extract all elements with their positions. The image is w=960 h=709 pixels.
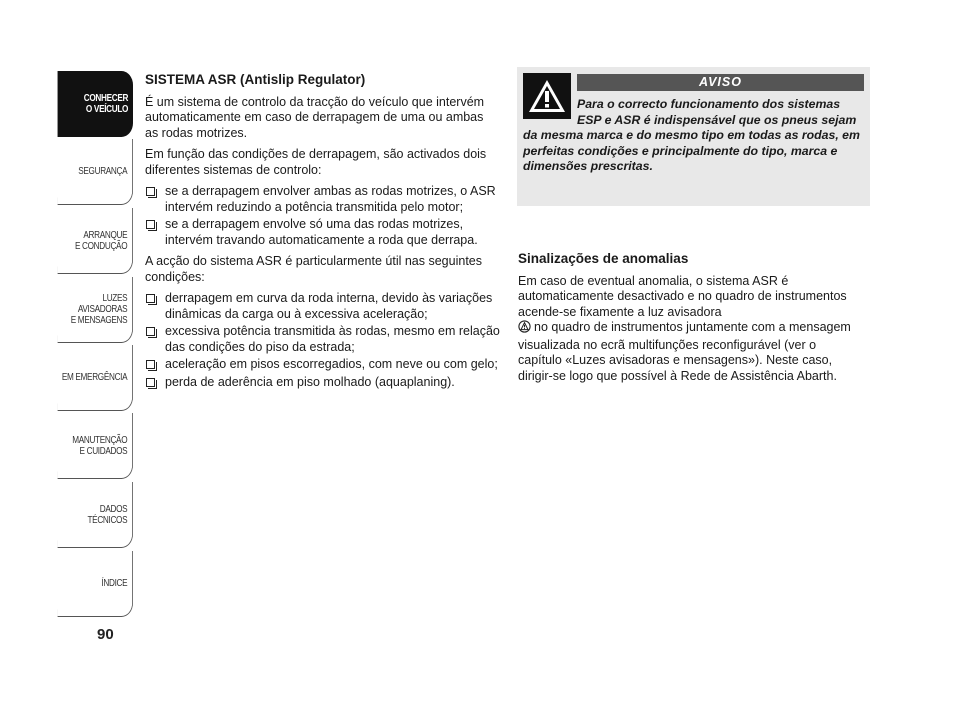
tab-arranque-e-conducao[interactable]: ARRANQUE E CONDUÇÃO	[58, 208, 133, 274]
section-heading: Sinalizações de anomalias	[518, 251, 689, 266]
chapter-tabs	[41, 71, 133, 619]
checkbox-bullet-icon	[146, 220, 155, 229]
warning-title: AVISO	[577, 74, 864, 91]
page-number: 90	[97, 626, 114, 643]
tab-dados-tecnicos[interactable]: DADOS TÉCNICOS	[58, 482, 133, 548]
tab-luzes-avisadoras[interactable]: LUZES AVISADORAS E MENSAGENS	[58, 277, 133, 343]
list-item: excessiva potência transmitida às rodas, mesmo em relação das condições do piso da estrada;	[145, 324, 500, 355]
left-column	[145, 72, 500, 396]
warning-box	[517, 67, 870, 206]
list-item: aceleração em pisos escorregadios, com neve ou com gelo;	[145, 357, 500, 373]
paragraph: A acção do sistema ASR é particularmente útil nas seguintes condições:	[145, 254, 482, 284]
list-item: perda de aderência em piso molhado (aquaplaning).	[145, 375, 500, 391]
tab-em-emergencia[interactable]: EM EMERGÊNCIA	[58, 345, 133, 411]
checkbox-bullet-icon	[146, 327, 155, 336]
checkbox-bullet-icon	[146, 294, 155, 303]
tab-conhecer-o-veiculo[interactable]: CONHECER O VEÍCULO	[58, 71, 133, 137]
checkbox-bullet-icon	[146, 378, 155, 387]
tab-manutencao-e-cuidados[interactable]: MANUTENÇÃO E CUIDADOS	[58, 413, 133, 479]
tab-indice[interactable]: ÍNDICE	[58, 551, 133, 617]
paragraph: Em caso de eventual anomalia, o sistema ASR é automaticamente desactivado e no quadro de instrumentos acende-se fixamente a luz avisadora no quadro de instrumentos juntamente com a mensagem visualizada no ecrã multifunções reconfigurável (ver o capítulo «Luzes avisadoras e mensagens»). Neste caso, dirigir-se logo que possível à Rede de Assistência Abarth.	[518, 273, 851, 383]
paragraph: Em função das condições de derrapagem, são activados dois diferentes sistemas de controlo:	[145, 147, 487, 177]
section-heading: SISTEMA ASR (Antislip Regulator)	[145, 72, 366, 87]
right-column	[518, 251, 863, 390]
checkbox-bullet-icon	[146, 187, 155, 196]
list-item: se a derrapagem envolve só uma das rodas motrizes, intervém travando automaticamente a roda que derrapa.	[145, 217, 500, 248]
asr-warning-light-icon	[518, 320, 531, 338]
warning-text: Para o correcto funcionamento dos sistemas ESP e ASR é indispensável que os pneus sejam da mesma marca e do mesmo tipo em todas as rodas, em perfeitas condições e principalmente do tipo, marca e dimensões prescritas.	[523, 97, 860, 173]
list-item: derrapagem em curva da roda interna, devido às variações dinâmicas da carga ou à excessiva aceleração;	[145, 291, 500, 322]
checkbox-bullet-icon	[146, 360, 155, 369]
bullet-list	[145, 291, 500, 390]
list-item: se a derrapagem envolver ambas as rodas motrizes, o ASR intervém reduzindo a potência transmitida pelo motor;	[145, 184, 500, 215]
bullet-list	[145, 184, 500, 248]
tab-seguranca[interactable]: SEGURANÇA	[58, 139, 133, 205]
paragraph: É um sistema de controlo da tracção do veículo que intervém automaticamente em caso de derrapagem de uma ou ambas as rodas motrizes.	[145, 94, 485, 140]
